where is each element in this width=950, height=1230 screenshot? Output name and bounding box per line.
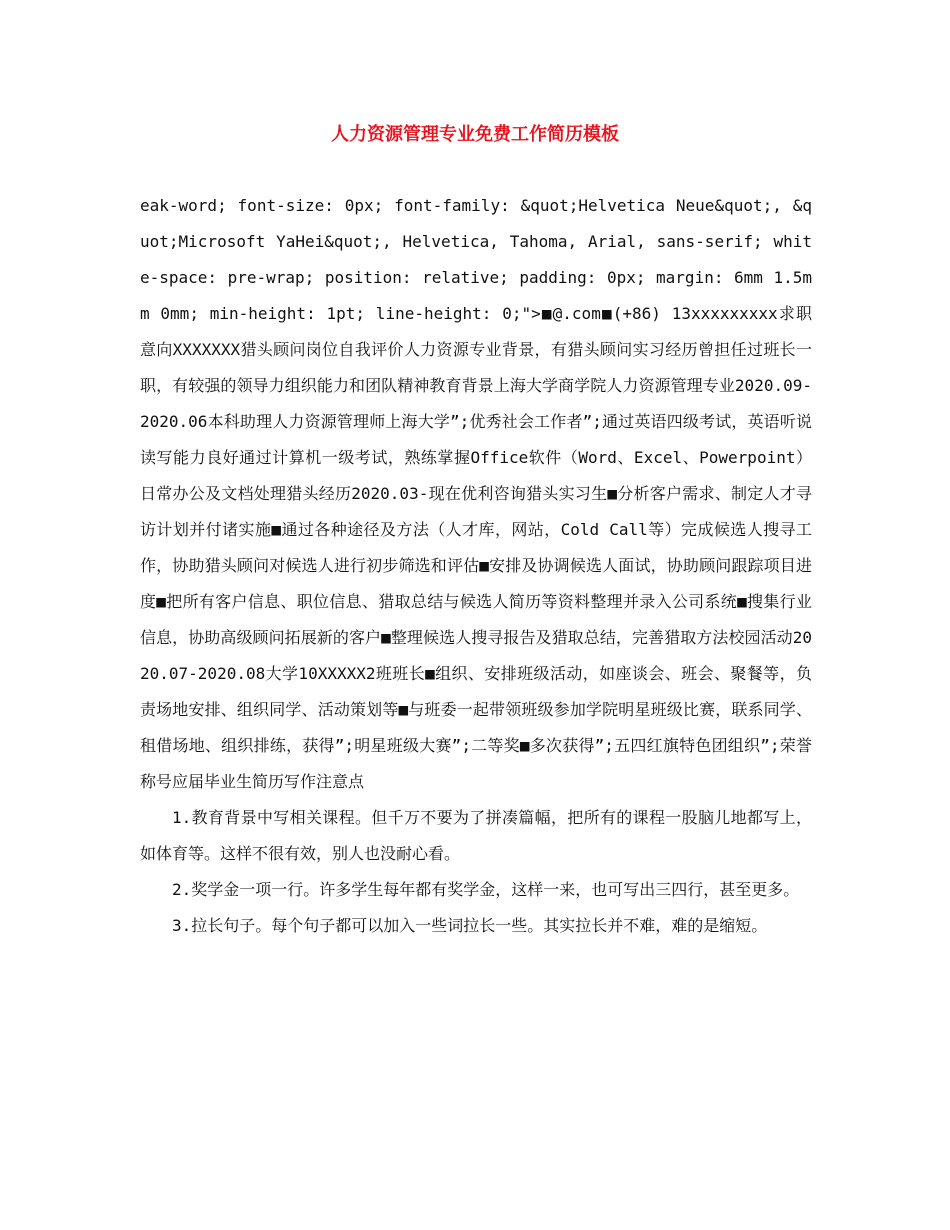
document-title: 人力资源管理专业免费工作简历模板: [331, 124, 619, 145]
tip-paragraph-1: 1.教育背景中写相关课程。但千万不要为了拼凑篇幅，把所有的课程一股脑儿地都写上，如体育等。这样不很有效，别人也没耐心看。: [140, 808, 812, 863]
resume-paragraph: eak-word; font-size: 0px; font-family: &quot;Helvetica Neue&quot;, &quot;Microsoft YaHei&quot;, Helvetica, Tahoma, Arial, sans-serif; white-space: pre-wrap; position: relative; padding: 0px; margin: 6mm 1.5mm 0mm; min-height: 1pt; line-height: 0;">■@.com■(+86) 13xxxxxxxxx求职意向XXXXXXX猎头顾问岗位自我评价人力资源专业背景，有猎头顾问实习经历曾担任过班长一职，有较强的领导力组织能力和团队精神教育背景上海大学商学院人力资源管理专业2020.09-2020.06本科助理人力资源管理师上海大学”;优秀社会工作者”;通过英语四级考试，英语听说读写能力良好通过计算机一级考试，熟练掌握Office软件（Word、Excel、Powerpoint）日常办公及文档处理猎头经历2020.03-现在优利咨询猎头实习生■分析客户需求、制定人才寻访计划并付诸实施■通过各种途径及方法（人才库，网站，Cold Call等）完成候选人搜寻工作，协助猎头顾问对候选人进行初步筛选和评估■安排及协调候选人面试，协助顾问跟踪项目进度■把所有客户信息、职位信息、猎取总结与候选人简历等资料整理并录入公司系统■搜集行业信息，协助高级顾问拓展新的客户■整理候选人搜寻报告及猎取总结，完善猎取方法校园活动2020.07-2020.08大学10XXXXX2班班长■组织、安排班级活动，如座谈会、班会、聚餐等，负责场地安排、组织同学、活动策划等■与班委一起带领班级参加学院明星班级比赛，联系同学、租借场地、组织排练，获得”;明星班级大赛”;二等奖■多次获得”;五四红旗特色团组织”;荣誉称号应届毕业生简历写作注意点: [140, 196, 812, 791]
document-body: [140, 188, 812, 944]
tip-paragraph-3: 3.拉长句子。每个句子都可以加入一些词拉长一些。其实拉长并不难，难的是缩短。: [172, 916, 768, 935]
tip-paragraph-2: 2.奖学金一项一行。许多学生每年都有奖学金，这样一来，也可写出三四行，甚至更多。: [172, 880, 800, 899]
